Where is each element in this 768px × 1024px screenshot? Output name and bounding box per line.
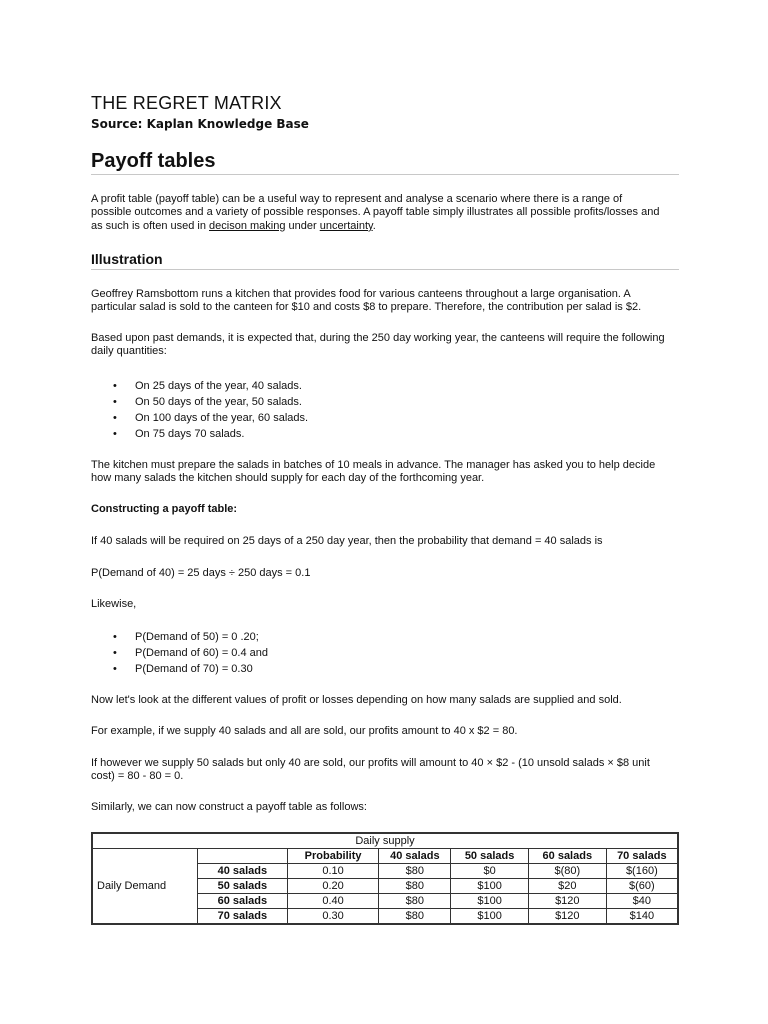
intro-paragraph [91, 193, 679, 233]
paragraph-line: how many salads the kitchen should supply for each day of the forthcoming year. [91, 472, 485, 485]
table-cell: $100 [451, 879, 529, 894]
paragraph-line: Based upon past demands, it is expected that, during the 250 day working year, the canteens will require the following [91, 332, 665, 344]
table-cell: 0.30 [287, 909, 379, 925]
row-header: 70 salads [198, 909, 288, 925]
list-item [91, 630, 268, 646]
example-text: For example, if we supply 40 salads and all are sold, our profits amount to 40 x $2 = 80. [91, 725, 518, 737]
probability-intro: If 40 salads will be required on 25 days of a 250 day year, then the probability that demand = 40 salads is [91, 535, 603, 547]
paragraph-line: Geoffrey Ramsbottom runs a kitchen that provides food for various canteens throughout a large organisation. A [91, 288, 631, 300]
table-cell: $(160) [606, 864, 678, 879]
link-uncertainty[interactable]: uncertainty [319, 219, 373, 232]
table-cell: $120 [528, 909, 606, 925]
intro-line: A profit table (payoff table) can be a useful way to represent and analyse a scenario where there is a range of [91, 193, 623, 205]
column-header: 70 salads [606, 849, 678, 864]
text-span: under [285, 219, 320, 232]
table-caption-row [92, 833, 678, 849]
row-header: 60 salads [198, 894, 288, 909]
bullet-icon: • [113, 396, 117, 408]
table-cell: $80 [379, 909, 451, 925]
table-cell: $0 [451, 864, 529, 879]
probability-formula: P(Demand of 40) = 25 days ÷ 250 days = 0.1 [91, 567, 311, 579]
intro-line [91, 220, 679, 233]
intro-line: possible outcomes and a variety of possible responses. A payoff table simply illustrates all possible profits/losses and [91, 206, 660, 219]
column-header: 40 salads [379, 849, 451, 864]
daily-demand-caption: Daily Demand [92, 849, 198, 925]
table-cell: $(80) [528, 864, 606, 879]
bullet-icon: • [113, 412, 117, 424]
table-cell: $100 [451, 894, 529, 909]
table-cell: $40 [606, 894, 678, 909]
row-header: 40 salads [198, 864, 288, 879]
paragraph-line: particular salad is sold to the canteen for $10 and costs $8 to prepare. Therefore, the contribution per salad is $2. [91, 301, 642, 314]
document-source: Source: Kaplan Knowledge Base [91, 117, 309, 131]
table-cell: $80 [379, 864, 451, 879]
list-item [91, 379, 308, 395]
paragraph-line: If however we supply 50 salads but only 40 are sold, our profits will amount to 40 × $2 - (10 unsold salads × $8 unit [91, 757, 650, 769]
illustration-paragraph-2 [91, 332, 679, 359]
text-span: as such is often used in [91, 219, 210, 232]
list-item-text: P(Demand of 60) = 0.4 and [135, 647, 268, 659]
profit-values-text: Now let's look at the different values of profit or losses depending on how many salads are supplied and sold. [91, 694, 622, 706]
paragraph-line: cost) = 80 - 80 = 0. [91, 770, 184, 783]
table-cell: $100 [451, 909, 529, 925]
list-item [91, 427, 308, 443]
row-header: 50 salads [198, 879, 288, 894]
likewise-text: Likewise, [91, 598, 137, 610]
illustration-paragraph-1 [91, 288, 679, 315]
section-heading-payoff-tables: Payoff tables [91, 149, 679, 175]
bullet-icon: • [113, 663, 117, 675]
table-cell: $20 [528, 879, 606, 894]
column-header: 50 salads [451, 849, 529, 864]
probability-list [91, 630, 268, 678]
list-item-text: P(Demand of 50) = 0 .20; [135, 631, 259, 643]
table-cell: $(60) [606, 879, 678, 894]
table-intro-text: Similarly, we can now construct a payoff table as follows: [91, 801, 367, 813]
unsold-example-paragraph [91, 757, 679, 784]
table-cell: 0.10 [287, 864, 379, 879]
list-item [91, 395, 308, 411]
list-item-text: P(Demand of 70) = 0.30 [135, 663, 253, 675]
text-span: . [372, 219, 376, 232]
demand-days-list [91, 379, 308, 443]
bullet-icon: • [113, 380, 117, 392]
table-corner-cell [198, 849, 288, 864]
bullet-icon: • [113, 428, 117, 440]
link-decision-making[interactable]: decison making [209, 219, 286, 232]
table-cell: $140 [606, 909, 678, 925]
list-item [91, 646, 268, 662]
table-header-row [92, 849, 678, 864]
list-item-text: On 100 days of the year, 60 salads. [135, 412, 309, 424]
table-cell: $80 [379, 879, 451, 894]
list-item [91, 411, 308, 427]
list-item [91, 662, 268, 678]
column-header: 60 salads [528, 849, 606, 864]
paragraph-line: The kitchen must prepare the salads in batches of 10 meals in advance. The manager has asked you to help decide [91, 459, 656, 471]
daily-supply-caption: Daily supply [92, 833, 678, 849]
table-cell: $80 [379, 894, 451, 909]
illustration-paragraph-3 [91, 459, 679, 486]
list-item-text: On 50 days of the year, 50 salads. [135, 396, 302, 408]
list-item-text: On 75 days 70 salads. [135, 428, 245, 440]
list-item-text: On 25 days of the year, 40 salads. [135, 380, 302, 392]
bullet-icon: • [113, 647, 117, 659]
table-cell: 0.20 [287, 879, 379, 894]
table-cell: $120 [528, 894, 606, 909]
payoff-table [91, 832, 679, 925]
column-header: Probability [287, 849, 379, 864]
section-heading-illustration: Illustration [91, 251, 679, 270]
subheading-constructing: Constructing a payoff table: [91, 503, 238, 515]
paragraph-line: daily quantities: [91, 345, 167, 358]
document-title: THE REGRET MATRIX [91, 93, 282, 113]
bullet-icon: • [113, 631, 117, 643]
table-cell: 0.40 [287, 894, 379, 909]
